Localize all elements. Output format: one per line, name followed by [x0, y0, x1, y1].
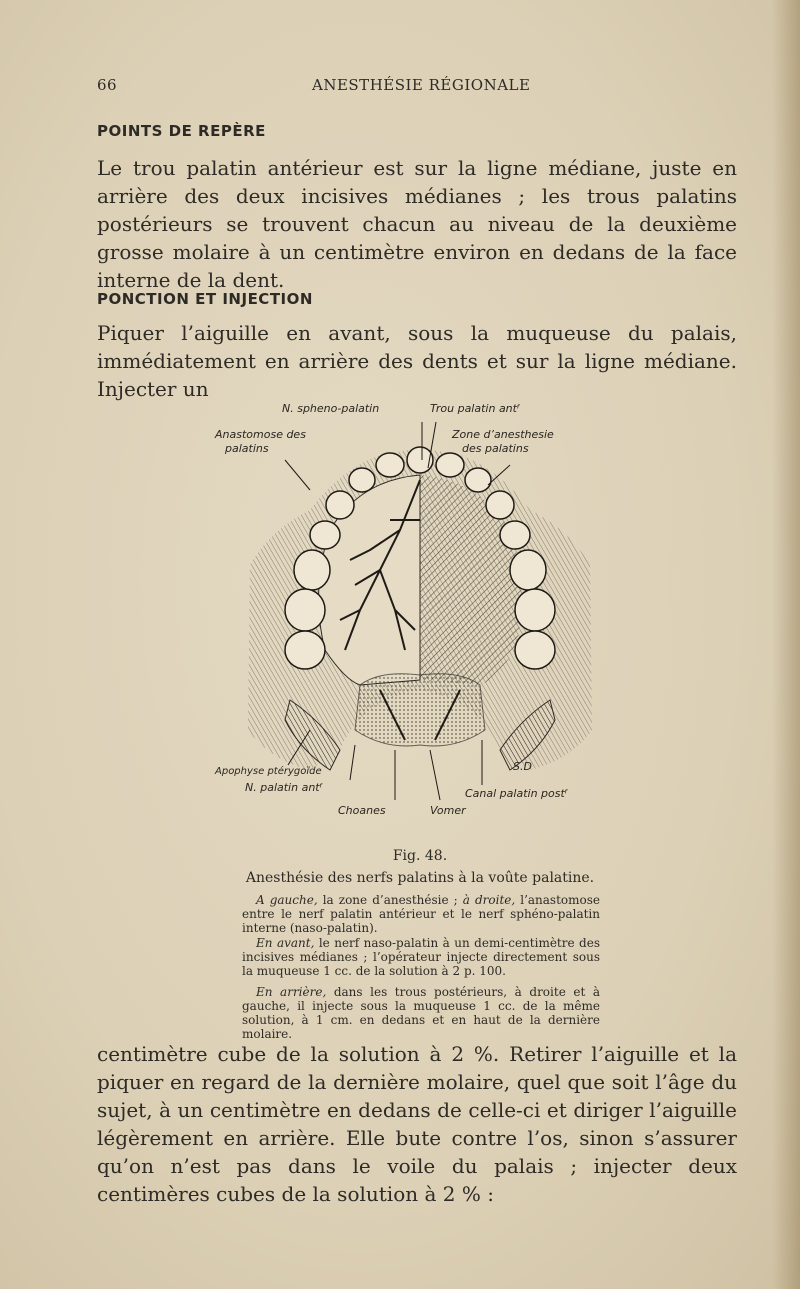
caption-paragraph-1: A gauche, la zone d’anesthésie ; à droite, l’anastomose entre le nerf palatin antérieur et le nerf sphéno-palatin interne (naso-palatin).	[242, 893, 601, 935]
figure-caption-subtitle: Anesthésie des nerfs palatins à la voûte palatine.	[245, 870, 595, 886]
label-apophyse: Apophyse ptérygoïde	[215, 766, 322, 777]
paragraph-ponction-1: Piquer l’aiguille en avant, sous la muqueuse du palais, immédiatement en arrière des dents et sur la ligne médiane. Injecter un	[97, 321, 737, 401]
label-vomer: Vomer	[430, 804, 466, 817]
palate-figure	[215, 400, 610, 820]
page-header	[97, 76, 737, 100]
section-heading-points: POINTS DE REPÈRE	[97, 122, 266, 140]
caption-paragraph-3: En arrière, dans les trous postérieurs, à droite et à gauche, il injecte sous la muqueuse 1 cc. de la même solution, à 1 cm. en dedans et en haut de la dernière molaire.	[242, 985, 600, 1041]
page-edge-shadow	[772, 0, 800, 1289]
page-number: 66	[97, 76, 118, 94]
palate-illustration	[230, 400, 610, 820]
section-heading-ponction: PONCTION ET INJECTION	[97, 290, 313, 308]
paragraph-points: Le trou palatin antérieur est sur la ligne médiane, juste en arrière des deux incisives médianes ; les trous palatins postérieurs se trouvent chacun au niveau de la deuxième grosse molaire à un centimètre environ en dedans de la face interne de la dent.	[97, 156, 737, 292]
figure-caption-title: Fig. 48.	[392, 848, 448, 864]
label-trou-palatin: Trou palatin antᶠ	[430, 402, 521, 415]
label-anastomose-line2: palatins	[225, 442, 269, 455]
label-zone-line1: Zone d’anesthesie	[452, 428, 554, 441]
label-spheno-palatin: N. spheno-palatin	[282, 402, 380, 415]
label-canal-palatin: Canal palatin postᶠ	[465, 787, 569, 800]
label-zone-line2: des palatins	[462, 442, 529, 455]
paragraph-ponction-2: centimètre cube de la solution à 2 %. Retirer l’aiguille et la piquer en regard de la dernière molaire, quel que soit l’âge du sujet, à un centimètre en dedans de celle-ci et diriger l’aiguille légèrement en arrière. Elle bute contre l’os, sinon s’assurer qu’on n’est pas dans le voile du palais ; injecter deux centimères cubes de la solution à 2 % :	[97, 1042, 737, 1206]
label-anastomose-line1: Anastomose des	[215, 428, 306, 441]
label-sd: S.D	[513, 760, 532, 773]
label-n-palatin: N. palatin antᶠ	[245, 781, 323, 794]
label-choanes: Choanes	[338, 804, 386, 817]
caption-paragraph-2: En avant, le nerf naso-palatin à un demi-centimètre des incisives médianes ; l’opérateur injecte directement sous la muqueuse 1 cc. de la solution à 2 p. 100.	[242, 936, 600, 978]
running-head: ANESTHÉSIE RÉGIONALE	[312, 76, 531, 94]
